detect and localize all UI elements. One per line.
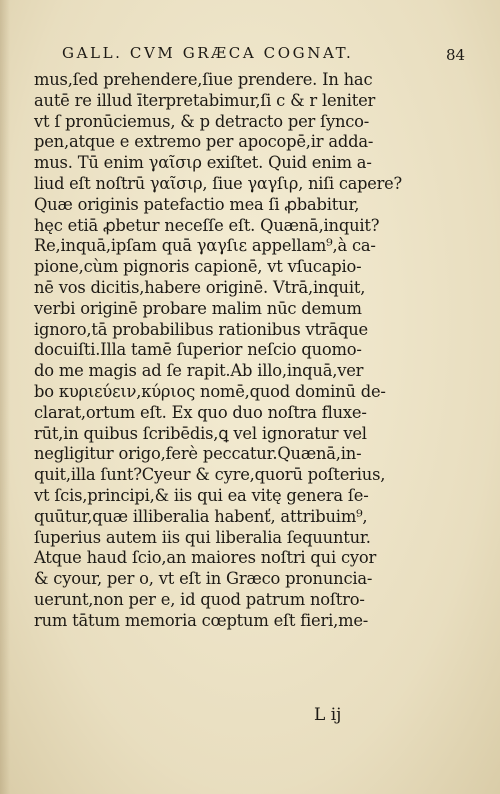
text-block	[34, 70, 404, 632]
text-line: mus. Tū enim γαῖσιρ exiſtet. Quid enim a-	[34, 153, 372, 173]
text-line: verbi originē probare malim nūc demum	[34, 298, 362, 318]
text-line: pione,cùm pignoris capionē, vt vſucapio-	[34, 257, 362, 277]
text-line: do me magis ad ſe rapit.Ab illo,inquā,ver	[34, 361, 364, 381]
text-line: pen,atque e extremo per apocopē,ir adda-	[34, 132, 374, 152]
text-line: docuiſti.Illa tamē ſuperior neſcio quomo-	[34, 340, 362, 360]
text-line: Quæ originis patefactio mea ſi ꝓbabitur,	[34, 194, 360, 214]
page-edge-shadow	[0, 0, 10, 794]
text-line: & cyour, per o, vt eſt in Græco pronunciа-	[34, 569, 373, 589]
text-line: rūt,in quibus ſcribēdis,ꝗ vel ignoratur vel	[34, 423, 367, 443]
signature-mark: L ij	[314, 705, 342, 725]
text-line: nē vos dicitis,habere originē. Vtrā,inquit,	[34, 277, 366, 297]
page-number: 84	[446, 46, 466, 64]
text-line: liud eſt noſtrū γαῖσιρ, ſiue γαγſιρ, niſi capere?	[34, 173, 402, 193]
text-line: ſuperius autem iis qui liberalia ſequuntur.	[34, 527, 371, 547]
text-line: vt ſcis,principi,& iis qui ea vitę genera ſe-	[34, 485, 369, 505]
text-line: Atque haud ſcio,an maiores noſtri qui cyor	[34, 548, 377, 568]
text-line: uerunt,non per e, id quod patrum noſtro-	[34, 589, 365, 609]
text-line: autē re illud īterpretabimur,ſi c & r leniter	[34, 90, 376, 110]
text-line: hęc etiā ꝓbetur neceſſe eſt. Quænā,inquit?	[34, 215, 380, 235]
text-line: mus,ſed prehendere,ſiue prendere. In hac	[34, 70, 373, 89]
text-line: negligitur origo,ferè peccatur.Quænā,in-	[34, 444, 362, 464]
text-line: rum tātum memoria cœptum eſt fieri,me-	[34, 610, 369, 630]
text-line: clarat,ortum eſt. Ex quo duo noſtra fluxe-	[34, 402, 367, 422]
text-line: vt ſ pronūciemus, & p detracto per ſynco-	[34, 111, 370, 131]
running-head: GALL. CVM GRÆCA COGNAT.	[62, 44, 354, 62]
text-line: Re,inquā,ipſam quā γαγſιε appellam⁹,à ca-	[34, 236, 376, 256]
text-line: bo κυριεύειν,κύριος nomē,quod dominū de-	[34, 381, 386, 401]
text-line: quit,illa ſunt?Cyeur & cyre,quorū poſterius,	[34, 465, 386, 485]
text-line: quūtur,quæ illiberalia habenť, attribuim⁹,	[34, 506, 368, 526]
text-line: ignoro,tā probabilibus rationibus vtrāque	[34, 319, 368, 339]
